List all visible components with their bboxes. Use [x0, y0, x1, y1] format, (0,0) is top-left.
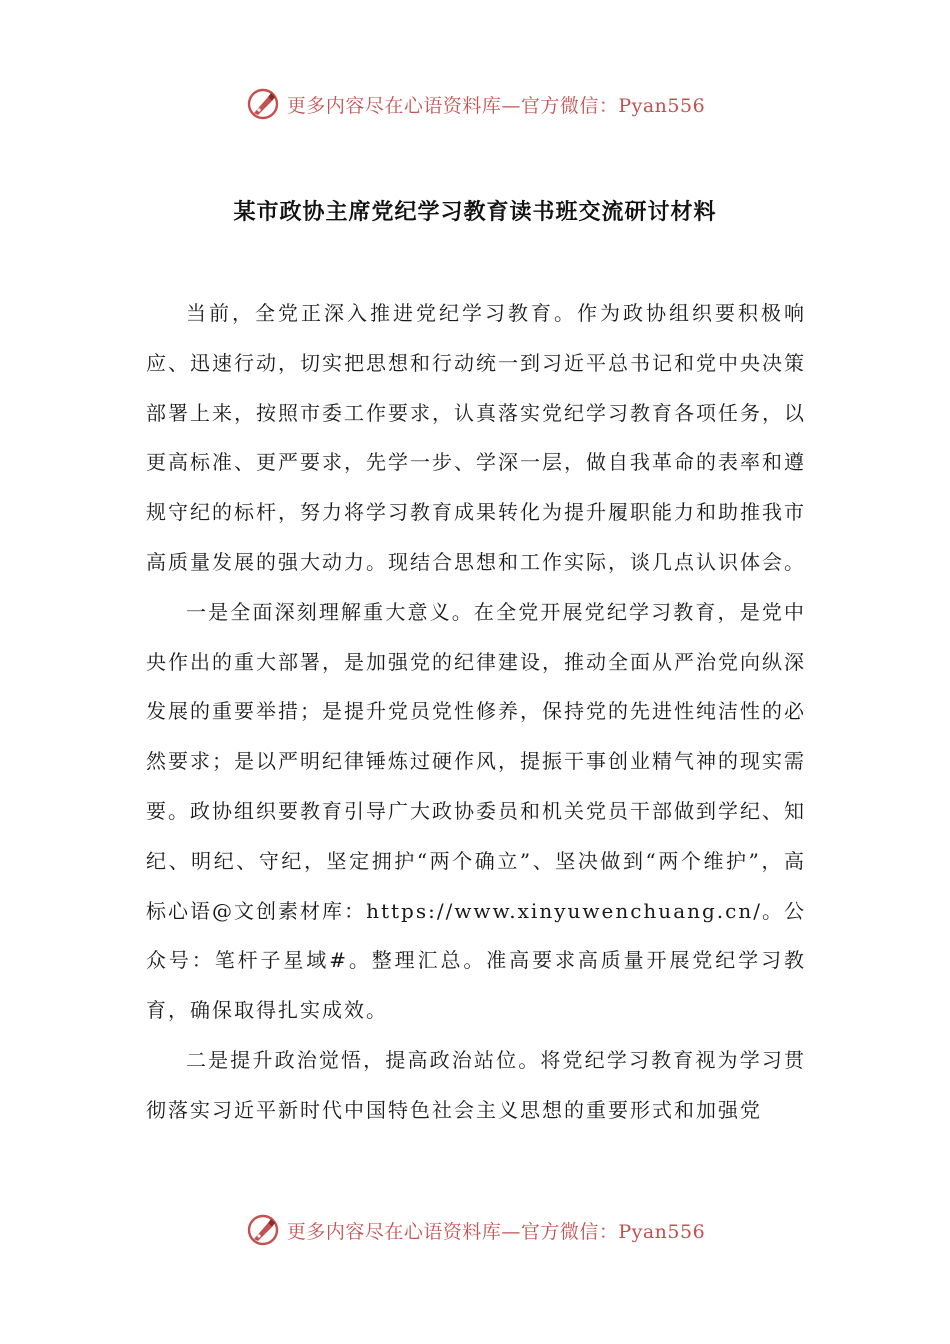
paragraph-point-one: 一是全面深刻理解重大意义。在全党开展党纪学习教育，是党中央作出的重大部署，是加强党的纪律建设，推动全面从严治党向纵深发展的重要举措；是提升党员党性修养，保持党的先进性纯洁性的必然要求；是以严明纪律锤炼过硬作风，提振干事创业精气神的现实需要。政协组织要教育引导广大政协委员和机关党员干部做到学纪、知纪、明纪、守纪，坚定拥护“两个确立”、坚决做到“两个维护”，高标心语@文创素材库：https://www.xinyuwenchuang.cn/。公众号：笔杆子星域#。整理汇总。准高要求高质量开展党纪学习教育，确保取得扎实成效。 [146, 599, 806, 1023]
document-body [146, 289, 806, 1136]
header-banner-text: 更多内容尽在心语资料库—官方微信：Pyan556 [286, 94, 706, 117]
document-title: 某市政协主席党纪学习教育读书班交流研讨材料 [233, 199, 717, 225]
pen-nib-circle-icon [245, 1212, 281, 1248]
paragraph-point-two: 二是提升政治觉悟，提高政治站位。将党纪学习教育视为学习贯彻落实习近平新时代中国特色社会主义思想的重要形式和加强党 [146, 1047, 806, 1122]
footer-banner-text: 更多内容尽在心语资料库—官方微信：Pyan556 [286, 1220, 706, 1243]
pen-nib-circle-icon [245, 86, 281, 122]
footer-banner [0, 1210, 950, 1250]
header-banner [0, 84, 950, 124]
paragraph-intro: 当前，全党正深入推进党纪学习教育。作为政协组织要积极响应、迅速行动，切实把思想和行动统一到习近平总书记和党中央决策部署上来，按照市委工作要求，认真落实党纪学习教育各项任务，以更高标准、更严要求，先学一步、学深一层，做自我革命的表率和遵规守纪的标杆，努力将学习教育成果转化为提升履职能力和助推我市高质量发展的强大动力。现结合思想和工作实际，谈几点认识体会。 [146, 301, 806, 574]
